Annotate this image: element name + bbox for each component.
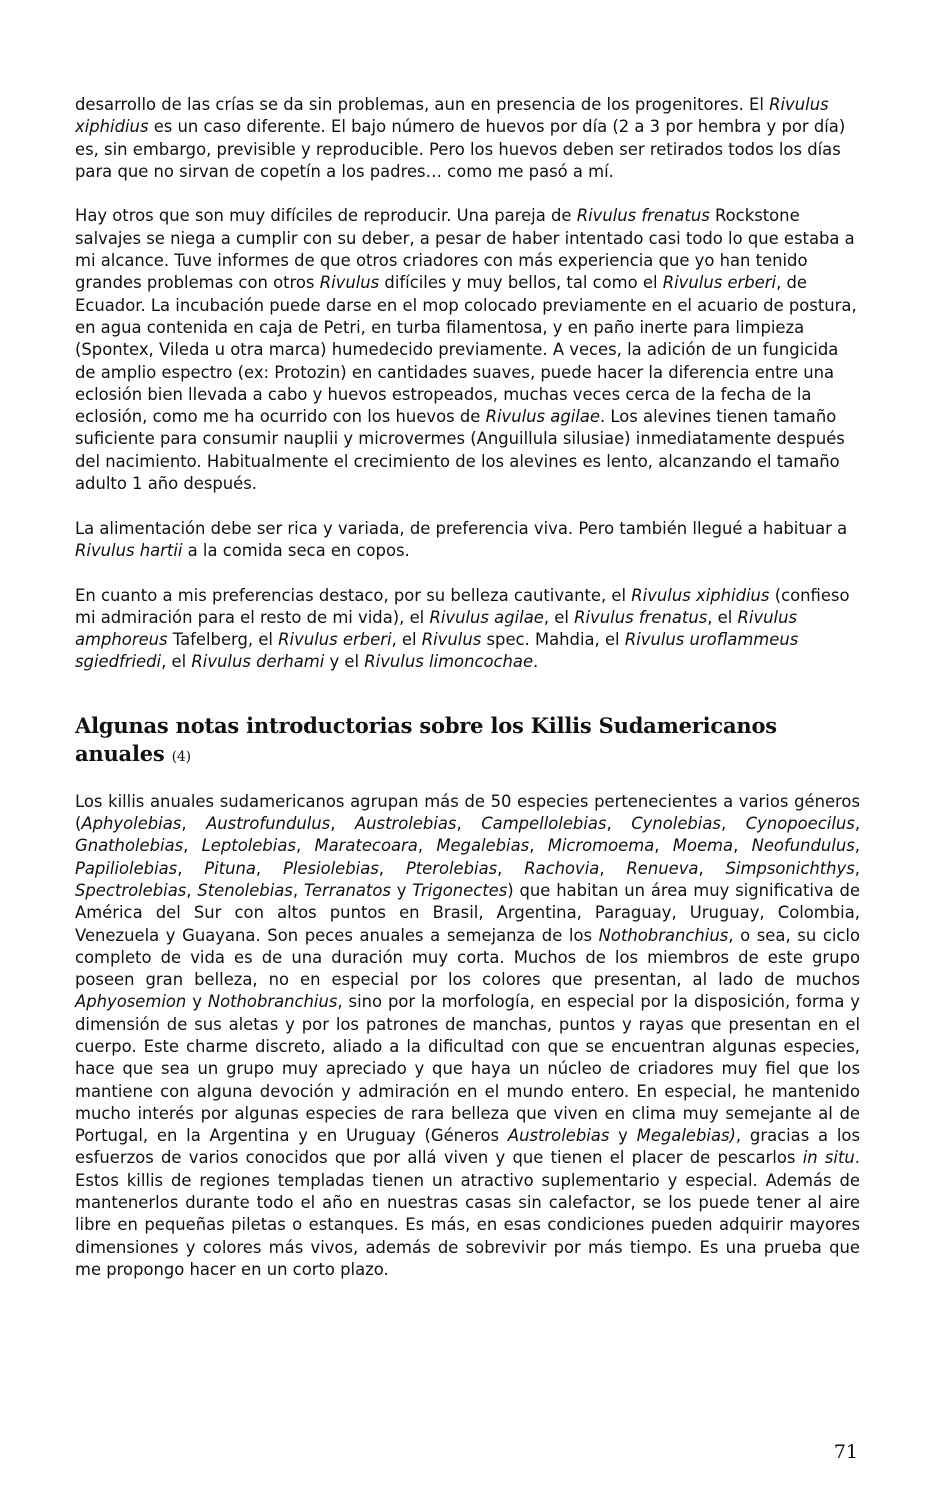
italic-term: Pituna: [204, 858, 256, 878]
italic-term: Rivulus: [319, 273, 380, 293]
text-run: es un caso diferente. El bajo número de huevos por día (2 a 3 por hembra y por día) es, sin embargo, previsible y reproducible. Pero los huevos deben ser retirados todos los días para que no sirvan de copetín a los padres… como me pasó a mí.: [75, 117, 846, 181]
text-run: ,: [698, 858, 726, 878]
italic-term: Rivulus limoncochae: [364, 652, 534, 672]
section-heading: [75, 712, 860, 771]
paragraph-1: [75, 94, 860, 183]
italic-term: Pterolebias: [405, 858, 498, 878]
italic-term: Cynolebias: [631, 814, 721, 834]
text-run: , sino por la morfología, en especial por la disposición, forma y dimensión de sus aletas y por los patrones de manchas, puntos y rayas que presentan en el cuerpo. Este charme discreto, aliado a la dificultad con que se encuentran algunas especies, hace que sea un grupo muy apreciado y que haya un núcleo de criadores muy fiel que los mantiene con alguna devoción y admiración en el mundo entero. En especial, he mantenido mucho interés por algunas especies de rara belleza que viven en clima muy semejante al de Portugal, en la Argentina y en Uruguay (Géneros: [75, 992, 860, 1146]
italic-term: Rivulus agilae: [485, 407, 600, 427]
page-number: 71: [833, 1441, 858, 1463]
text-run: ) que habitan un área muy significativa de América del Sur con altos puntos en Brasil, Argentina, Paraguay, Uruguay, Colombia, Venezuela y Guayana. Son peces anuales a semejanza de los: [75, 880, 861, 945]
italic-term: Rachovia: [524, 858, 600, 878]
italic-term: Neofundulus: [751, 836, 855, 856]
italic-term: Moema: [672, 836, 734, 856]
text-run: , el: [161, 652, 192, 672]
text-run: (confieso mi admiración para el resto de mi vida), el: [75, 585, 850, 627]
italic-term: Austrolebias: [507, 1126, 610, 1146]
section-heading-title: Algunas notas introductorias sobre los Killis Sudamericanos anuales: [75, 712, 777, 766]
text-run: ,: [456, 814, 482, 834]
text-run: , el: [391, 630, 422, 650]
text-run: ,: [378, 858, 406, 878]
text-run: ,: [733, 836, 752, 856]
text-run: , o sea, su ciclo completo de vida es de una duración muy corta. Muchos de los miembros de este grupo poseen gran belleza, no en especial por los colores que presentan, al lado de muchos: [75, 925, 861, 990]
paragraph-2: [75, 205, 860, 495]
text-run: , el: [707, 607, 738, 627]
text-run: ,: [295, 836, 315, 856]
italic-term: Rivulus erberi: [662, 273, 777, 293]
italic-term: Maratecoara: [314, 836, 418, 856]
italic-term: Austrolebias: [354, 814, 457, 834]
italic-term: Rivulus hartii: [75, 540, 183, 560]
text-run: ,: [255, 858, 283, 878]
italic-term: Stenolebias: [197, 880, 293, 900]
italic-term: in situ: [802, 1148, 855, 1168]
text-run: ,: [292, 880, 304, 900]
paragraph-5: [75, 791, 860, 1282]
text-run: , de Ecuador. La incubación puede darse en el mop colocado previamente en el acuario de postura, en agua contenida en caja de Petri, en turba filamentosa, y en paño inerte para limpieza (Spontex, Vileda u otra marca) humedecido previamente. A veces, la adición de un fungicida de amplio espectro (ex: Protozin) en cantidades suaves, puede hacer la diferencia entre una eclosión bien llevada a cabo y huevos estropeados, muchas veces cerca de la fecha de la eclosión, como me ha ocurrido con los huevos de: [75, 273, 857, 427]
text-run: y: [186, 992, 208, 1012]
italic-term: Aphyolebias: [81, 814, 182, 834]
italic-term: Papiliolebias: [75, 858, 178, 878]
italic-term: Rivulus derhami: [191, 652, 325, 672]
italic-term: Rivulus xiphidius: [631, 585, 770, 605]
text-run: ,: [186, 880, 198, 900]
italic-term: Micromoema: [547, 836, 655, 856]
italic-term: Plesiolebias: [282, 858, 379, 878]
italic-term: Megalebias: [436, 836, 530, 856]
italic-term: Rivulus erberi: [278, 630, 392, 650]
text-run: difíciles y muy bellos, tal como el: [379, 273, 663, 293]
text-run: La alimentación debe ser rica y variada, de preferencia viva. Pero también llegué a habituar a: [75, 518, 848, 538]
text-run: a la comida seca en copos.: [182, 540, 410, 560]
italic-term: Renueva: [626, 858, 699, 878]
italic-term: Austrofundulus: [206, 814, 331, 834]
text-run: ,: [417, 836, 437, 856]
text-run: Rockstone salvajes se niega a cumplir con su deber, a pesar de haber intentado casi todo lo que estaba a mi alcance. Tuve informes de que otros criadores con más experiencia que yo han tenido grandes problemas con otros: [75, 206, 855, 293]
italic-term: Rivulus frenatus: [576, 206, 710, 226]
text-run: ,: [720, 814, 746, 834]
italic-term: Gnatholebias: [75, 836, 184, 856]
text-run: Hay otros que son muy difíciles de reproducir. Una pareja de: [75, 206, 577, 226]
text-run: , gracias a los esfuerzos de varios conocidos que por allá viven y que tienen el placer de pescarlos: [75, 1126, 861, 1168]
section-heading-reference: (4): [171, 748, 191, 765]
italic-term: Rivulus: [421, 630, 482, 650]
text-run: Los killis anuales sudamericanos agrupan más de 50 especies pertenecientes a varios géneros (: [75, 791, 860, 834]
italic-term: Simpsonichthys: [725, 858, 855, 878]
text-run: . Los alevines tienen tamaño suficiente para consumir nauplii y microvermes (Anguillula silusiae) inmediatamente después del nacimiento. Habitualmente el crecimiento de los alevines es lento, alcanzando el tamaño adulto 1 año después.: [75, 407, 845, 494]
italic-term: Trigonectes: [412, 880, 508, 900]
paragraph-4: [75, 585, 860, 674]
text-run: ,: [854, 858, 861, 878]
text-run: spec. Mahdia, el: [481, 630, 625, 650]
text-run: ,: [606, 814, 632, 834]
italic-term: Megalebias): [636, 1126, 736, 1146]
text-run: ,: [183, 836, 202, 856]
italic-term: Campellolebias: [481, 814, 607, 834]
text-run: y: [390, 880, 413, 900]
document-page: [75, 94, 860, 1304]
italic-term: Terranatos: [303, 880, 391, 900]
text-run: ,: [654, 836, 673, 856]
text-run: desarrollo de las crías se da sin problemas, aun en presencia de los progenitores. El: [75, 95, 770, 114]
text-run: , el: [543, 607, 575, 627]
italic-term: Cynopoecilus: [745, 814, 855, 834]
text-run: ,: [177, 858, 205, 878]
text-run: y: [609, 1126, 637, 1146]
text-run: ,: [599, 858, 627, 878]
text-run: . Estos killis de regiones templadas tienen un atractivo suplementario y especial. Además de mantenerlos durante todo el año en nuestras casas sin calefactor, se los puede tener al aire libre en pequeñas piletas o estanques. Es más, en esas condiciones pueden adquirir mayores dimensiones y colores más vivos, además de sobrevivir por más tiempo. Es una prueba que me propongo hacer en un corto plazo.: [75, 1148, 861, 1279]
italic-term: Spectrolebias: [75, 880, 187, 900]
italic-term: Nothobranchius: [598, 925, 729, 945]
italic-term: Nothobranchius: [207, 992, 338, 1012]
text-run: En cuanto a mis preferencias destaco, por su belleza cautivante, el: [75, 585, 632, 605]
text-run: y el: [324, 652, 365, 672]
italic-term: Leptolebias: [201, 836, 296, 856]
italic-term: Aphyosemion: [75, 992, 187, 1012]
italic-term: Rivulus agilae: [429, 607, 544, 627]
italic-term: Rivulus xiphidius: [75, 95, 829, 137]
text-run: ,: [854, 836, 860, 856]
paragraph-3: [75, 518, 860, 563]
italic-term: Rivulus frenatus: [574, 607, 708, 627]
text-run: ,: [181, 814, 207, 834]
text-run: .: [533, 652, 539, 672]
text-run: ,: [854, 814, 861, 834]
text-run: Tafelberg, el: [167, 630, 279, 650]
text-run: ,: [330, 814, 355, 834]
italic-term: Rivulus uroflammeus sgiedfriedi: [75, 630, 799, 672]
text-run: ,: [529, 836, 548, 856]
text-run: ,: [497, 858, 525, 878]
italic-term: Rivulus amphoreus: [75, 607, 798, 650]
